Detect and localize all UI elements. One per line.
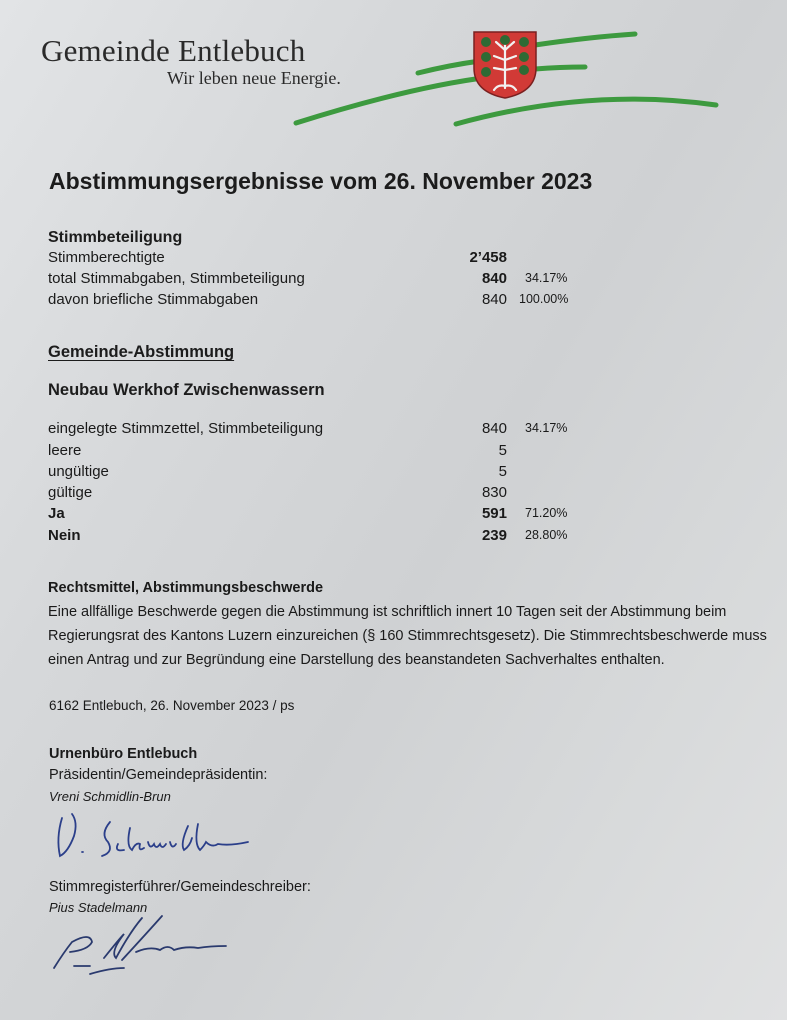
row-percent: 34.17% [525, 421, 568, 435]
row-percent: 34.17% [525, 271, 568, 285]
row-label: leere [48, 442, 82, 459]
row-value: 840 [481, 420, 507, 437]
row-label: eingelegte Stimmzettel, Stimmbeteiligung [48, 420, 324, 437]
row-value: 840 [481, 291, 507, 308]
legal-heading: Rechtsmittel, Abstimmungsbeschwerde [48, 580, 324, 596]
municipality-name: Gemeinde Entlebuch [41, 33, 306, 68]
participation-heading: Stimmbeteiligung [48, 229, 183, 246]
table-row [48, 270, 608, 290]
table-row [48, 420, 608, 440]
row-label: ungültige [48, 463, 109, 480]
signatory-role: Stimmregisterführer/Gemeindeschreiber: [49, 879, 311, 895]
signatory-role: Präsidentin/Gemeindepräsidentin: [49, 767, 268, 783]
signature-schmidlin-icon [52, 808, 252, 868]
row-value: 830 [481, 484, 507, 501]
municipal-vote-heading: Gemeinde-Abstimmung [48, 343, 235, 361]
place-date: 6162 Entlebuch, 26. November 2023 / ps [49, 698, 295, 713]
row-percent: 28.80% [525, 528, 568, 542]
row-value: 2’458 [469, 249, 507, 266]
table-row [48, 442, 608, 462]
office-name: Urnenbüro Entlebuch [49, 746, 198, 762]
table-row [48, 463, 608, 483]
vote-subject: Neubau Werkhof Zwischenwassern [48, 381, 325, 399]
table-row-yes [48, 505, 608, 525]
row-percent: 71.20% [525, 506, 568, 520]
row-value: 840 [481, 270, 507, 287]
row-label: total Stimmabgaben, Stimmbeteiligung [48, 270, 305, 287]
row-label: davon briefliche Stimmabgaben [48, 291, 259, 308]
table-row [48, 484, 608, 504]
coat-of-arms-tree-icon [472, 30, 538, 100]
row-label: Nein [48, 527, 81, 544]
row-label: gültige [48, 484, 93, 501]
row-label: Stimmberechtigte [48, 249, 165, 266]
slogan: Wir leben neue Energie. [167, 68, 341, 88]
legal-text: Eine allfällige Beschwerde gegen die Abstimmung ist schriftlich innert 10 Tagen seit der Abstimmung beim Regierungsrat des Kantons Luzern einzureichen (§ 160 Stimmrechtsgesetz). Die Stimmrechtsbeschwerde muss einen Antrag und zur Begründung eine Darstellung des beanstandeten Sachverhaltes enthalten. [48, 604, 767, 668]
table-row [48, 249, 608, 269]
row-percent: 100.00% [519, 292, 569, 306]
row-value: 239 [481, 527, 507, 544]
signatory-name: Pius Stadelmann [49, 900, 148, 915]
row-label: Ja [48, 505, 65, 522]
signatory-name: Vreni Schmidlin-Brun [49, 789, 171, 804]
signature-stadelmann-icon [50, 912, 250, 982]
table-row-no [48, 527, 608, 547]
row-value: 5 [498, 442, 507, 459]
table-row [48, 291, 608, 311]
page-title: Abstimmungsergebnisse vom 26. November 2023 [49, 168, 593, 194]
row-value: 591 [481, 505, 507, 522]
row-value: 5 [498, 463, 507, 480]
